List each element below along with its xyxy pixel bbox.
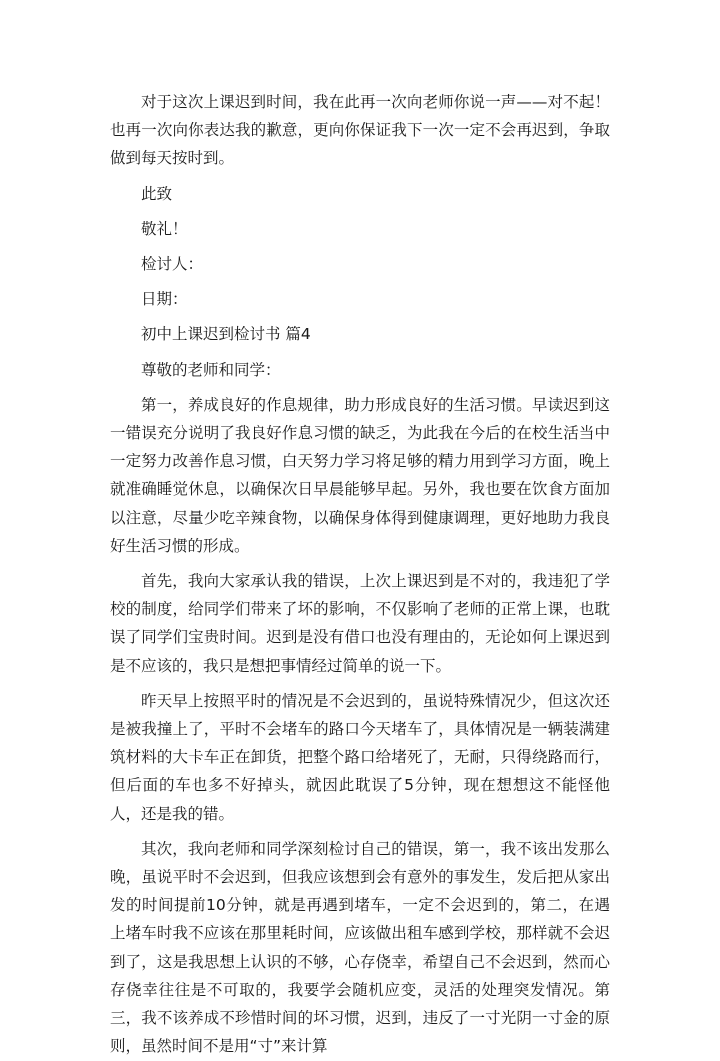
closing-apology-paragraph: 对于这次上课迟到时间，我在此再一次向老师你说一声——对不起！也再一次向你表达我的歉意，更向你保证我下一次一定不会再迟到，争取做到每天按时到。 — [110, 93, 610, 168]
date-line: 日期： — [141, 290, 188, 309]
paragraph-admit-error: 首先，我向大家承认我的错误，上次上课迟到是不对的，我违犯了学校的制度，给同学们带来了坏的影响，不仅影响了老师的正常上课，也耽误了同学们宝贵时间。迟到是没有借口也没有理由的，无论如何上课迟到是不应该的，我只是想把事情经过简单的说一下。 — [110, 572, 610, 675]
document-body — [110, 88, 610, 1061]
salutation-jingli: 敬礼！ — [141, 219, 188, 238]
paragraph-yesterday: 昨天早上按照平时的情况是不会迟到的，虽说特殊情况少，但这次还是被我撞上了，平时不会堵车的路口今天堵车了，具体情况是一辆装满建筑材料的大卡车正在卸货，把整个路口给堵死了，无耐，只得绕路而行，但后面的车也多不好掉头，就因此耽误了5分钟，现在想想这不能怪他人，还是我的错。 — [110, 691, 610, 823]
paragraph-habits: 第一，养成良好的作息规律，助力形成良好的生活习惯。早读迟到这一错误充分说明了我良好作息习惯的缺乏，为此我在今后的在校生活当中一定努力改善作息习惯，白天努力学习将足够的精力用到学习方面，晚上就准确睡觉休息，以确保次日早晨能够早起。另外，我也要在饮食方面加以注意，尽量少吃辛辣食物，以确保身体得到健康调理，更好地助力我良好生活习惯的形成。 — [110, 395, 610, 555]
greeting-line: 尊敬的老师和同学： — [141, 360, 281, 379]
salutation-cizhi: 此致 — [141, 184, 173, 203]
signature-line: 检讨人： — [141, 255, 204, 274]
paragraph-reflection: 其次，我向老师和同学深刻检讨自己的错误，第一，我不该出发那么晚，虽说平时不会迟到，但我应该想到会有意外的事发生，发后把从家出发的时间提前10分钟，就是再遇到堵车，一定不会迟到的，第二，在遇上堵车时我不应该在那里耗时间，应该做出租车感到学校，那样就不会迟到了，这是我思想上认识的不够，心存侥幸，希望自己不会迟到，然而心存侥幸往往是不可取的，我要学会随机应变，灵活的处理突发情况。第三，我不该养成不珍惜时间的坏习惯，迟到，违反了一寸光阴一寸金的原则，虽然时间不是用“寸”来计算 — [110, 839, 610, 1056]
section-title: 初中上课迟到检讨书 篇4 — [141, 325, 311, 344]
